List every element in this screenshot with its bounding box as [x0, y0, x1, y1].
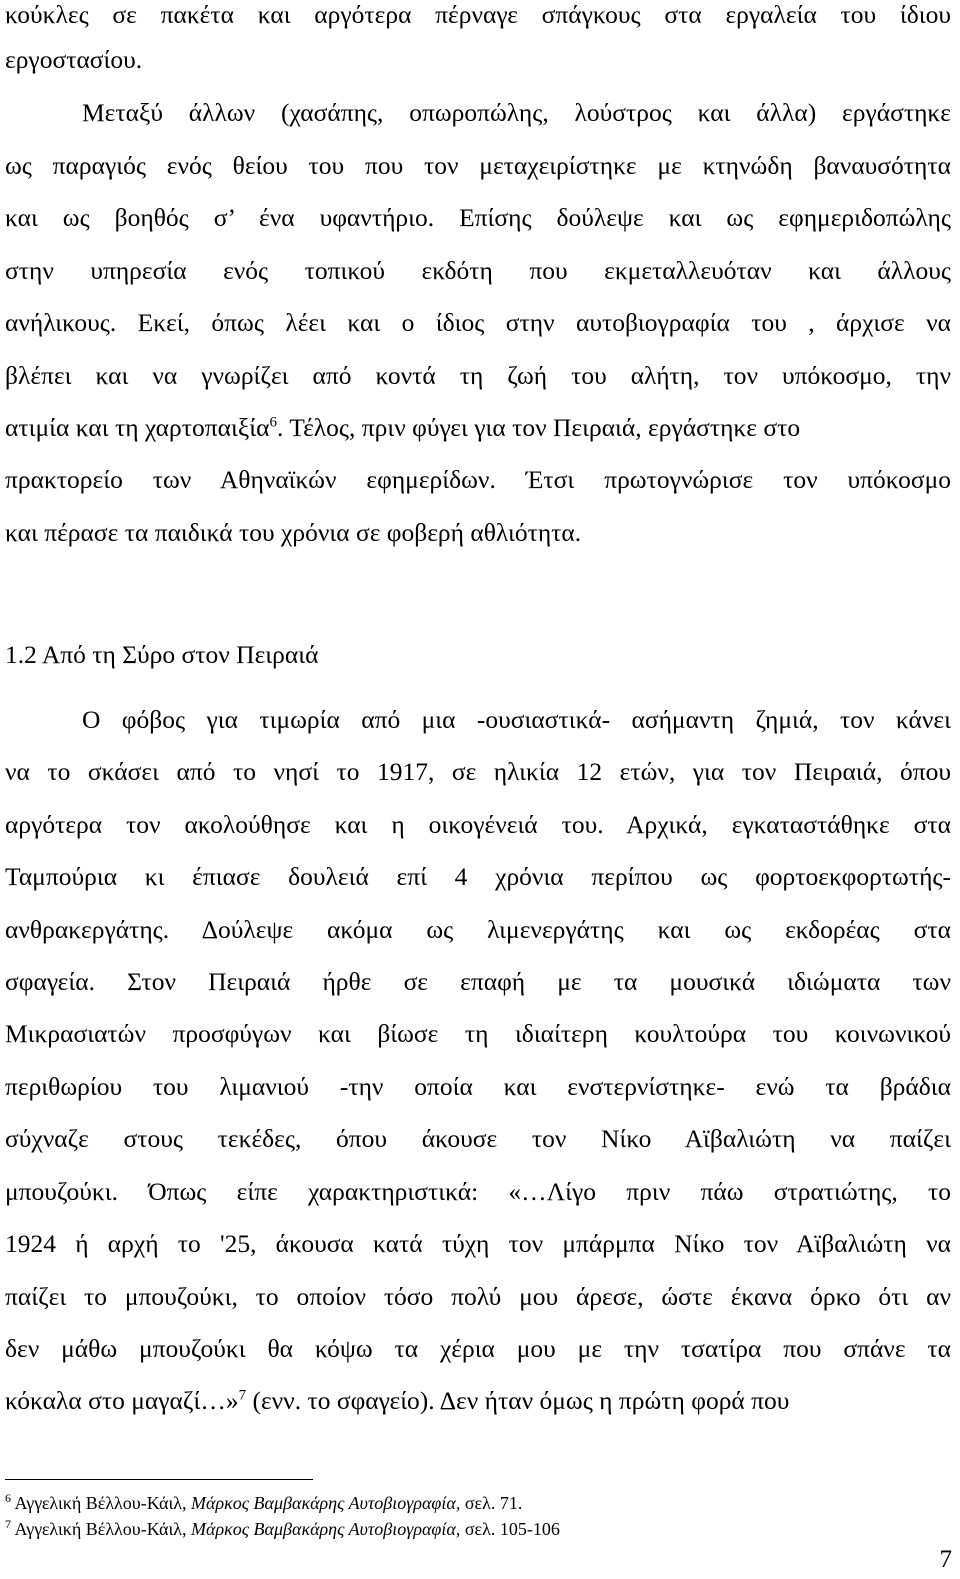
text-fragment: ατιμία και τη χαρτοπαιξία [5, 413, 270, 442]
footnote-pages: σελ. 105-106 [460, 1519, 560, 1539]
text-line: Ταμπούρια κι έπιασε δουλειά επί 4 χρόνια περίπου ως φορτοεκφορτωτής- [5, 862, 951, 891]
text-line: ανήλικους. Εκεί, όπως λέει και ο ίδιος στην αυτοβιογραφία του , άρχισε να [5, 308, 951, 337]
footnote [5, 1518, 560, 1540]
footnote [5, 1492, 522, 1514]
text-line: παίζει το μπουζούκι, το οποίον τόσο πολύ μου άρεσε, ώστε έκανα όρκο ότι αν [5, 1282, 951, 1311]
text-line: Ο φόβος για τιμωρία από μια -ουσιαστικά- ασήμαντη ζημιά, τον κάνει [82, 705, 951, 734]
text-line: δεν μάθω μπουζούκι θα κόψω τα χέρια μου με την τσατίρα που σπάνε τα [5, 1334, 951, 1363]
text-line: στην υπηρεσία ενός τοπικού εκδότη που εκμεταλλευόταν και άλλους [5, 256, 951, 285]
text-line: 1924 ή αρχή το '25, άκουσα κατά τύχη τον μπάρμπα Νίκο τον Αϊβαλιώτη να [5, 1229, 951, 1258]
text-line: Μεταξύ άλλων (χασάπης, οπωροπώλης, λούστρος και άλλα) εργάστηκε [82, 98, 951, 127]
footnote-author: Αγγελική Βέλλου-Κάιλ, [14, 1519, 192, 1539]
text-line: σύχναζε στους τεκέδες, όπου άκουσε τον Νίκο Αϊβαλιώτη να παίζει [5, 1124, 951, 1153]
footnote-divider [5, 1479, 313, 1480]
text-line: εργοστασίου. [5, 45, 143, 74]
footnote-title: Μάρκος Βαμβακάρης Αυτοβιογραφία, [191, 1493, 461, 1513]
text-line: να το σκάσει από το νησί το 1917, σε ηλικία 12 ετών, για τον Πειραιά, όπου [5, 757, 951, 786]
footnote-pages: σελ. 71. [460, 1493, 523, 1513]
text-fragment: (ενν. το σφαγείο). Δεν ήταν όμως η πρώτη φορά που [246, 1386, 790, 1415]
text-fragment: κόκαλα στο μαγαζί…» [5, 1386, 239, 1415]
footnote-author: Αγγελική Βέλλου-Κάιλ, [14, 1493, 192, 1513]
text-line: αργότερα τον ακολούθησε και η οικογένειά του. Αρχικά, εγκαταστάθηκε στα [5, 810, 951, 839]
page-number: 7 [939, 1546, 952, 1573]
section-heading: 1.2 Από τη Σύρο στον Πειραιά [5, 640, 319, 669]
text-line: κούκλες σε πακέτα και αργότερα πέρναγε σπάγκους στα εργαλεία του ίδιου [5, 0, 951, 29]
footnote-number: 7 [5, 1517, 11, 1531]
footnote-number: 6 [5, 1491, 11, 1505]
text-line: περιθωρίου του λιμανιού -την οποία και ενστερνίστηκε- ενώ τα βράδια [5, 1072, 951, 1101]
text-line: Μικρασιατών προσφύγων και βίωσε τη ιδιαίτερη κουλτούρα του κοινωνικού [5, 1019, 951, 1048]
text-fragment: . Τέλος, πριν φύγει για τον Πειραιά, εργάστηκε στο [276, 413, 801, 442]
text-line [5, 1386, 951, 1416]
footnote-title: Μάρκος Βαμβακάρης Αυτοβιογραφία, [191, 1519, 461, 1539]
text-line [5, 413, 951, 443]
text-line: πρακτορείο των Αθηναϊκών εφημερίδων. Έτσι πρωτογνώρισε τον υπόκοσμο [5, 465, 951, 494]
footnote-ref: 7 [238, 1387, 247, 1404]
text-line: ως παραγιός ενός θείου του που τον μεταχειρίστηκε με κτηνώδη βαναυσότητα [5, 151, 951, 180]
text-line: και ως βοηθός σ’ ένα υφαντήριο. Επίσης δούλεψε και ως εφημεριδοπώλης [5, 203, 951, 232]
text-line: και πέρασε τα παιδικά του χρόνια σε φοβερή αθλιότητα. [5, 518, 582, 547]
text-line: μπουζούκι. Όπως είπε χαρακτηριστικά: «…Λίγο πριν πάω στρατιώτης, το [5, 1177, 951, 1206]
text-line: σφαγεία. Στον Πειραιά ήρθε σε επαφή με τα μουσικά ιδιώματα των [5, 967, 951, 996]
text-line: βλέπει και να γνωρίζει από κοντά τη ζωή του αλήτη, τον υπόκοσμο, την [5, 361, 951, 390]
text-line: ανθρακεργάτης. Δούλεψε ακόμα ως λιμενεργάτης και ως εκδορέας στα [5, 915, 951, 944]
footnote-ref: 6 [269, 414, 277, 431]
